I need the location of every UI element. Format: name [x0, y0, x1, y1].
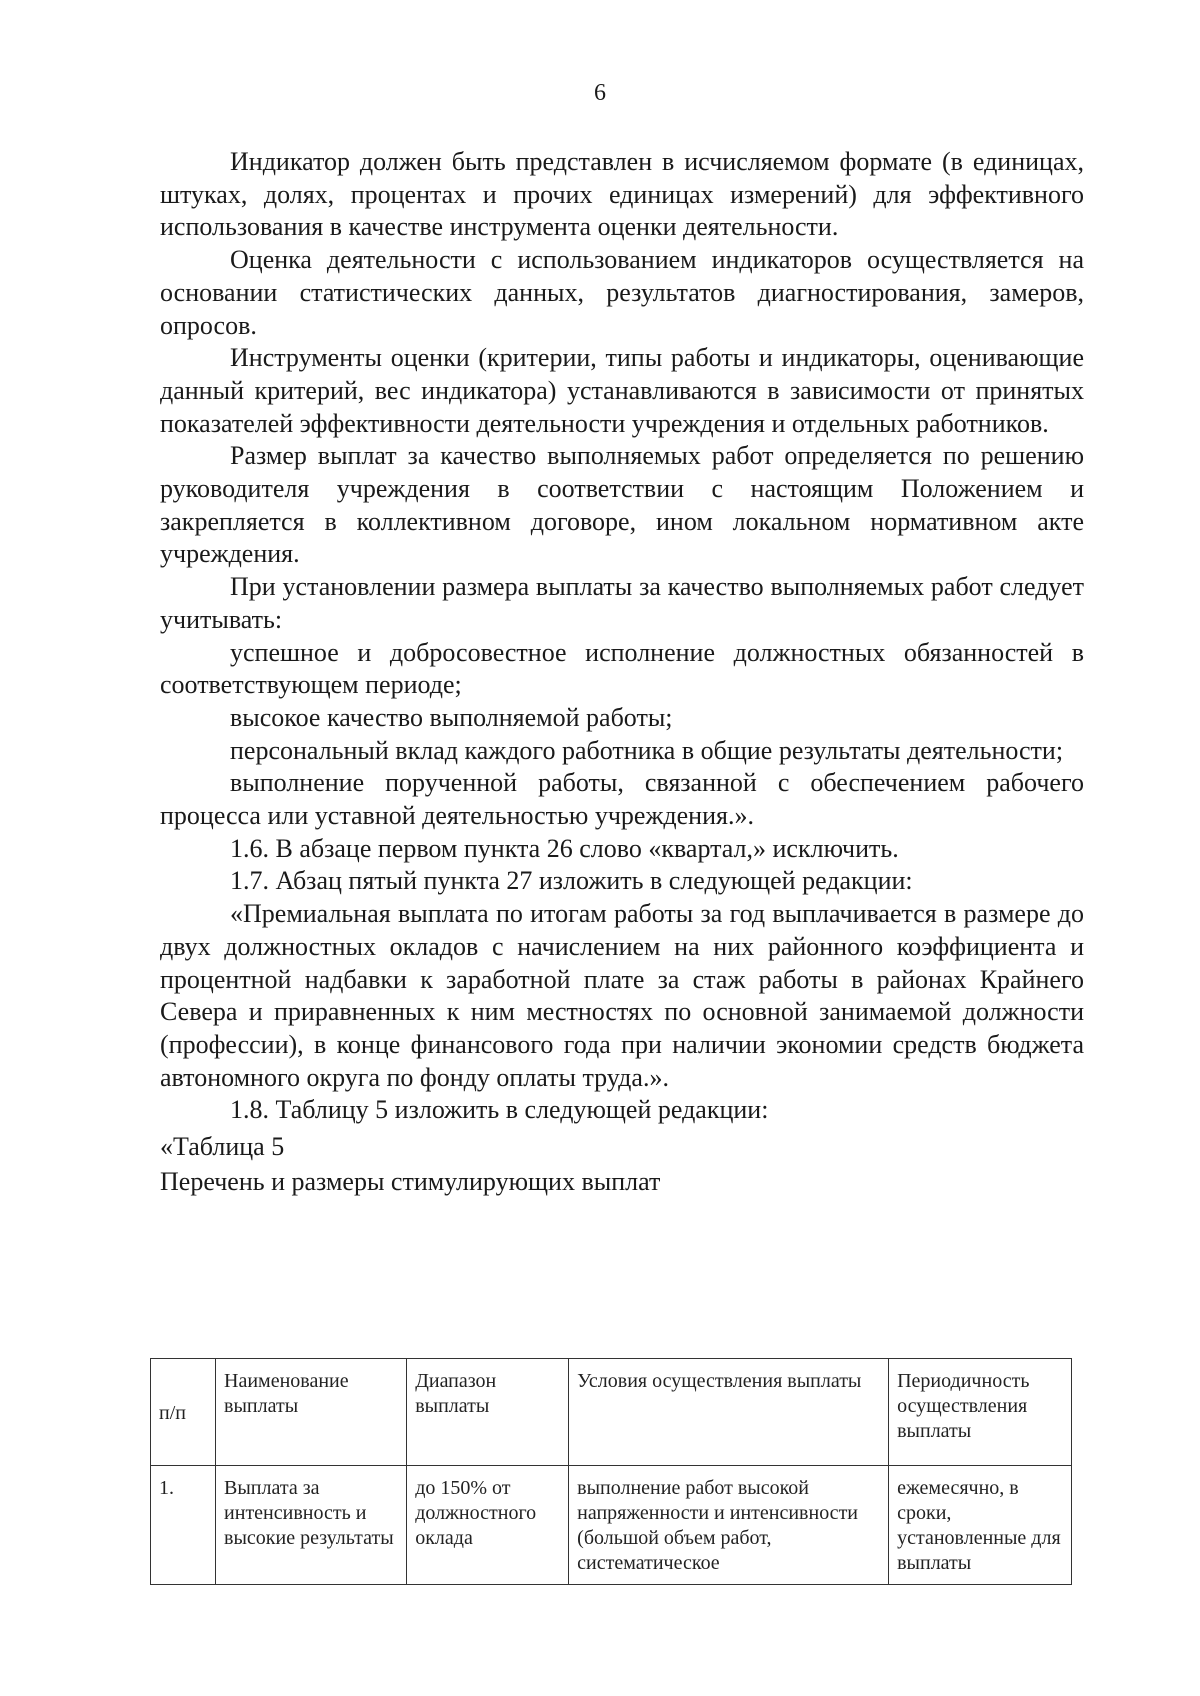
table-header-row	[151, 1359, 1072, 1466]
table-row	[151, 1466, 1072, 1585]
paragraph: 1.7. Абзац пятый пункта 27 изложить в следующей редакции:	[230, 866, 913, 896]
header-cell-periodicity: Периодичность осуществления выплаты	[889, 1359, 1072, 1466]
cell-number: 1.	[151, 1466, 216, 1585]
paragraph: выполнение порученной работы, связанной с обеспечением рабочего процесса или уставной деятельностью учреждения.».	[160, 768, 1084, 831]
paragraph: успешное и добросовестное исполнение должностных обязанностей в соответствующем периоде;	[160, 637, 1084, 700]
document-body	[160, 146, 1084, 1199]
stimulus-payments-table	[150, 1358, 1072, 1585]
cell-conditions: выполнение работ высокой напряженности и интенсивности (большой объем работ, систематическое	[569, 1466, 889, 1585]
paragraph: персональный вклад каждого работника в общие результаты деятельности;	[230, 735, 1064, 765]
paragraph: высокое качество выполняемой работы;	[230, 702, 673, 732]
page-number: 6	[594, 80, 606, 106]
paragraph: 1.6. В абзаце первом пункта 26 слово «квартал,» исключить.	[230, 833, 899, 863]
cell-periodicity: ежемесячно, в сроки, установленные для выплаты	[889, 1466, 1072, 1585]
header-cell-conditions: Условия осуществления выплаты	[569, 1359, 889, 1466]
paragraph: При установлении размера выплаты за качество выполняемых работ следует учитывать:	[160, 572, 1084, 634]
header-cell-name: Наименование выплаты	[216, 1359, 407, 1466]
paragraph: «Премиальная выплата по итогам работы за год выплачивается в размере до двух должностных окладов с начислением на них районного коэффициента и процентной надбавки к заработной плате за стаж работы в районах Крайнего Севера и приравненных к ним местностях по основной занимаемой должности (профессии), в конце финансового года при наличии экономии средств бюджета автономного округа по фонду оплаты труда.».	[160, 899, 1084, 1092]
paragraph: Оценка деятельности с использованием индикаторов осуществляется на основании статистических данных, результатов диагностирования, замеров, опросов.	[160, 245, 1084, 340]
table-label: «Таблица 5	[160, 1132, 285, 1162]
header-cell-range: Диапазон выплаты	[407, 1359, 569, 1466]
header-cell-number: п/п	[151, 1359, 216, 1466]
paragraph: 1.8. Таблицу 5 изложить в следующей редакции:	[230, 1095, 769, 1125]
paragraph: Индикатор должен быть представлен в исчисляемом формате (в единицах, штуках, долях, процентах и прочих единицах измерений) для эффективного использования в качестве инструмента оценки деятельности.	[160, 147, 1084, 242]
cell-name: Выплата за интенсивность и высокие результаты	[216, 1466, 407, 1585]
paragraph: Размер выплат за качество выполняемых работ определяется по решению руководителя учреждения в соответствии с настоящим Положением и закрепляется в коллективном договоре, ином локальном нормативном акте учреждения.	[160, 441, 1084, 569]
table-title: Перечень и размеры стимулирующих выплат	[160, 1166, 661, 1196]
paragraph: Инструменты оценки (критерии, типы работы и индикаторы, оценивающие данный критерий, вес индикатора) устанавливаются в зависимости от принятых показателей эффективности деятельности учреждения и отдельных работников.	[160, 343, 1084, 438]
cell-range: до 150% от должностного оклада	[407, 1466, 569, 1585]
